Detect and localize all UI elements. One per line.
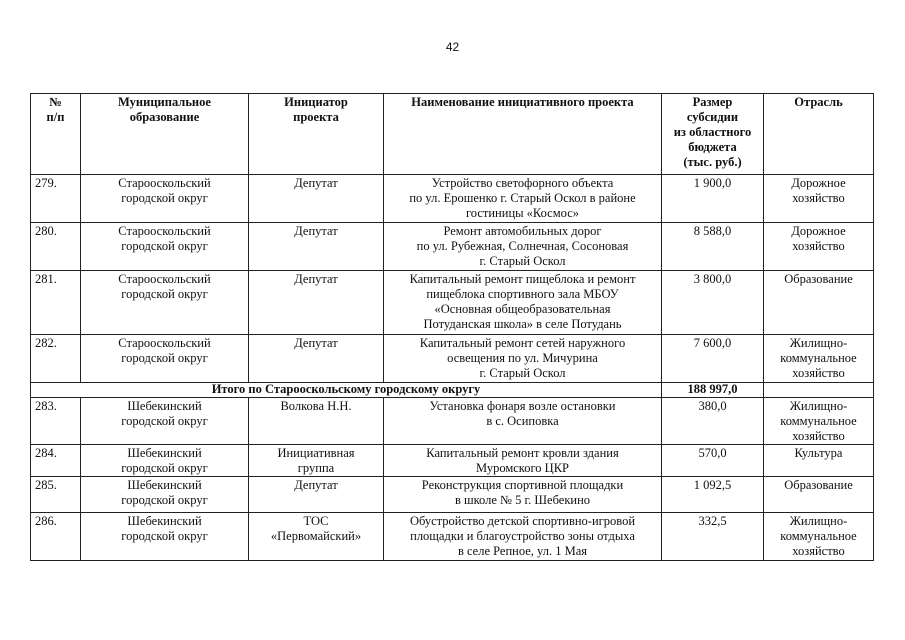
cell-municipality: Шебекинский городской округ — [81, 513, 249, 561]
cell-num: 285. — [31, 477, 81, 513]
table-row — [31, 477, 874, 513]
cell-sector: Дорожное хозяйство — [764, 175, 874, 223]
cell-num: 286. — [31, 513, 81, 561]
table-row — [31, 398, 874, 445]
cell-sector: Жилищно- коммунальное хозяйство — [764, 335, 874, 383]
cell-initiator: Инициативная группа — [249, 445, 384, 477]
header-municipality: Муниципальное образование — [81, 94, 249, 175]
cell-initiator: Волкова Н.Н. — [249, 398, 384, 445]
cell-project: Устройство светофорного объекта по ул. Ерошенко г. Старый Оскол в районе гостиницы «Космос» — [384, 175, 662, 223]
cell-num: 284. — [31, 445, 81, 477]
total-section — [31, 383, 874, 398]
cell-subsidy: 3 800,0 — [662, 271, 764, 335]
cell-project: Капитальный ремонт кровли здания Муромского ЦКР — [384, 445, 662, 477]
total-row — [31, 383, 874, 398]
table-row — [31, 335, 874, 383]
cell-initiator: Депутат — [249, 271, 384, 335]
total-empty-cell — [764, 383, 874, 398]
cell-subsidy: 570,0 — [662, 445, 764, 477]
cell-initiator: ТОС «Первомайский» — [249, 513, 384, 561]
table-row — [31, 175, 874, 223]
cell-municipality: Шебекинский городской округ — [81, 398, 249, 445]
cell-municipality: Шебекинский городской округ — [81, 477, 249, 513]
cell-project: Реконструкция спортивной площадки в школе № 5 г. Шебекино — [384, 477, 662, 513]
header-project: Наименование инициативного проекта — [384, 94, 662, 175]
cell-project: Ремонт автомобильных дорог по ул. Рубежная, Солнечная, Сосоновая г. Старый Оскол — [384, 223, 662, 271]
cell-municipality: Старооскольский городской округ — [81, 175, 249, 223]
cell-num: 283. — [31, 398, 81, 445]
header-row — [31, 94, 874, 175]
cell-num: 281. — [31, 271, 81, 335]
cell-sector: Жилищно- коммунальное хозяйство — [764, 398, 874, 445]
table-row — [31, 271, 874, 335]
cell-subsidy: 7 600,0 — [662, 335, 764, 383]
table-body-shebekino — [31, 398, 874, 561]
cell-project: Обустройство детской спортивно-игровой площадки и благоустройство зоны отдыха в селе Репное, ул. 1 Мая — [384, 513, 662, 561]
cell-subsidy: 332,5 — [662, 513, 764, 561]
cell-subsidy: 1 900,0 — [662, 175, 764, 223]
cell-num: 280. — [31, 223, 81, 271]
header-subsidy: Размер субсидии из областного бюджета (тыс. руб.) — [662, 94, 764, 175]
cell-subsidy: 8 588,0 — [662, 223, 764, 271]
cell-sector: Образование — [764, 477, 874, 513]
cell-municipality: Старооскольский городской округ — [81, 335, 249, 383]
cell-initiator: Депутат — [249, 335, 384, 383]
header-num: № п/п — [31, 94, 81, 175]
cell-num: 279. — [31, 175, 81, 223]
table-row — [31, 223, 874, 271]
table-row — [31, 445, 874, 477]
cell-subsidy: 1 092,5 — [662, 477, 764, 513]
cell-municipality: Старооскольский городской округ — [81, 223, 249, 271]
cell-initiator: Депутат — [249, 223, 384, 271]
cell-sector: Культура — [764, 445, 874, 477]
cell-sector: Жилищно- коммунальное хозяйство — [764, 513, 874, 561]
cell-project: Установка фонаря возле остановки в с. Осиповка — [384, 398, 662, 445]
total-label: Итого по Старооскольскому городскому округу — [31, 383, 662, 398]
cell-sector: Образование — [764, 271, 874, 335]
cell-sector: Дорожное хозяйство — [764, 223, 874, 271]
cell-project: Капитальный ремонт пищеблока и ремонт пищеблока спортивного зала МБОУ «Основная общеобразовательная Потуданская школа» в селе Потудань — [384, 271, 662, 335]
cell-municipality: Шебекинский городской округ — [81, 445, 249, 477]
cell-subsidy: 380,0 — [662, 398, 764, 445]
table-row — [31, 513, 874, 561]
subsidy-table — [30, 93, 874, 561]
table-body-stary-oskol — [31, 175, 874, 383]
cell-municipality: Старооскольский городской округ — [81, 271, 249, 335]
total-value: 188 997,0 — [662, 383, 764, 398]
cell-initiator: Депутат — [249, 175, 384, 223]
header-initiator: Инициатор проекта — [249, 94, 384, 175]
cell-project: Капитальный ремонт сетей наружного освещения по ул. Мичурина г. Старый Оскол — [384, 335, 662, 383]
page-number: 42 — [445, 40, 460, 54]
header-sector: Отрасль — [764, 94, 874, 175]
cell-initiator: Депутат — [249, 477, 384, 513]
cell-num: 282. — [31, 335, 81, 383]
